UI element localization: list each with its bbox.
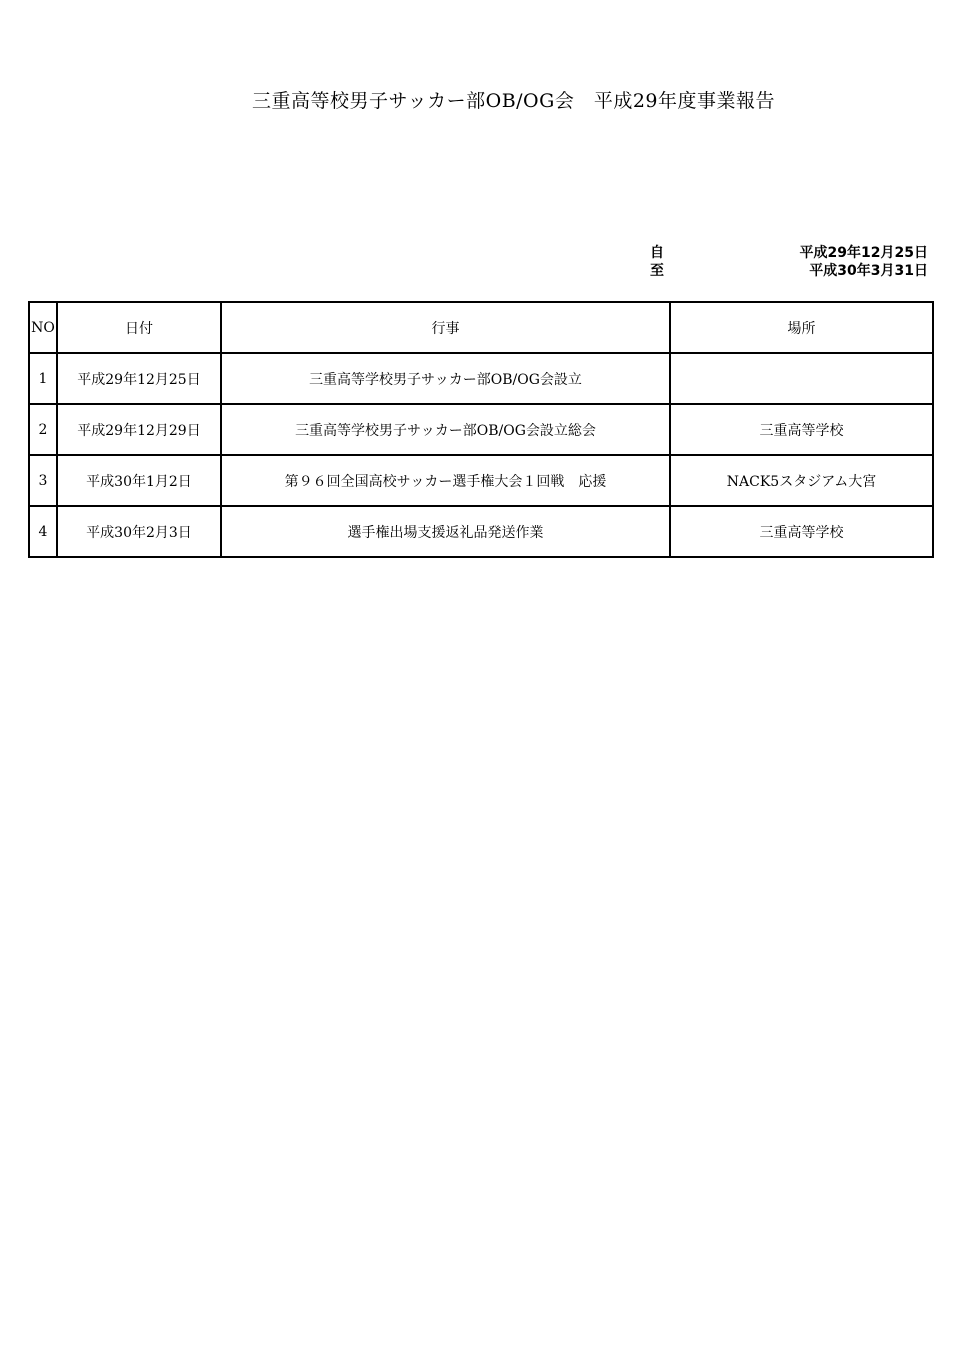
cell-date: 平成29年12月29日 bbox=[57, 404, 221, 455]
period-from-date: 平成29年12月25日 bbox=[799, 245, 928, 261]
header-date: 日付 bbox=[57, 302, 221, 353]
cell-date: 平成29年12月25日 bbox=[57, 353, 221, 404]
period-to-row bbox=[650, 262, 928, 280]
header-event: 行事 bbox=[221, 302, 670, 353]
cell-date: 平成30年1月2日 bbox=[57, 455, 221, 506]
table-row bbox=[29, 455, 933, 506]
table-row bbox=[29, 353, 933, 404]
cell-no: 3 bbox=[29, 455, 57, 506]
cell-place: 三重高等学校 bbox=[670, 404, 933, 455]
cell-no: 1 bbox=[29, 353, 57, 404]
period-from-label: 自 bbox=[650, 245, 664, 261]
cell-no: 2 bbox=[29, 404, 57, 455]
table-row bbox=[29, 404, 933, 455]
period-to-date: 平成30年3月31日 bbox=[809, 263, 928, 279]
cell-event: 第９６回全国高校サッカー選手権大会１回戦 応援 bbox=[221, 455, 670, 506]
cell-event: 三重高等学校男子サッカー部OB/OG会設立 bbox=[221, 353, 670, 404]
cell-place bbox=[670, 353, 933, 404]
period-to-label: 至 bbox=[650, 263, 664, 279]
cell-no: 4 bbox=[29, 506, 57, 557]
table-header-row bbox=[29, 302, 933, 353]
cell-place: 三重高等学校 bbox=[670, 506, 933, 557]
activity-report-table bbox=[28, 301, 934, 558]
table-row bbox=[29, 506, 933, 557]
cell-date: 平成30年2月3日 bbox=[57, 506, 221, 557]
header-no: NO bbox=[29, 302, 57, 353]
document-title: 三重高等校男子サッカー部OB/OG会 平成29年度事業報告 bbox=[252, 90, 775, 112]
period-from-row bbox=[650, 244, 928, 262]
header-place: 場所 bbox=[670, 302, 933, 353]
cell-place: NACK5スタジアム大宮 bbox=[670, 455, 933, 506]
period-block bbox=[650, 244, 928, 280]
cell-event: 三重高等学校男子サッカー部OB/OG会設立総会 bbox=[221, 404, 670, 455]
cell-event: 選手権出場支援返礼品発送作業 bbox=[221, 506, 670, 557]
